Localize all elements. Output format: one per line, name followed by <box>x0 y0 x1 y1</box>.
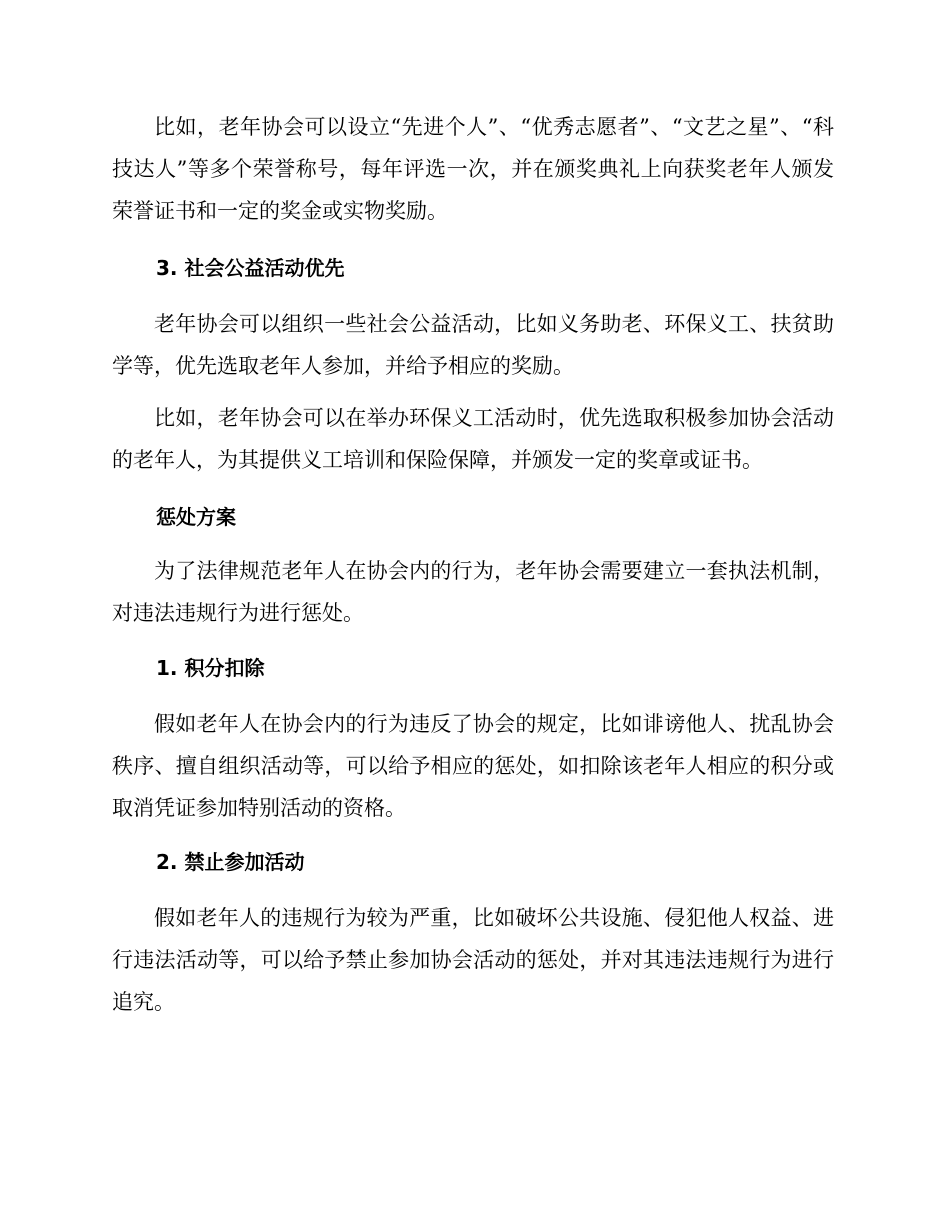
heading-public-welfare-priority: 3. 社会公益活动优先 <box>156 256 345 280</box>
paragraph-public-welfare: 老年协会可以组织一些社会公益活动，比如义务助老、环保义工、扶贫助学等，优先选取老年人参加，并给予相应的奖励。 <box>112 312 834 378</box>
paragraph-enforcement: 为了法律规范老年人在协会内的行为，老年协会需要建立一套执法机制，对违法违规行为进行惩处。 <box>112 559 834 625</box>
paragraph-point-deduction: 假如老年人在协会内的行为违反了协会的规定，比如诽谤他人、扰乱协会秩序、擅自组织活动等，可以给予相应的惩处，如扣除该老年人相应的积分或取消凭证参加特别活动的资格。 <box>112 712 834 820</box>
heading-penalty-plan: 惩处方案 <box>156 505 236 529</box>
paragraph-honor-titles: 比如，老年协会可以设立“先进个人”、“优秀志愿者”、“文艺之星”、“科技达人”等多个荣誉称号，每年评选一次，并在颁奖典礼上向获奖老年人颁发荣誉证书和一定的奖金或实物奖励。 <box>112 115 834 223</box>
heading-point-deduction: 1. 积分扣除 <box>156 656 265 680</box>
paragraph-activity-ban: 假如老年人的违规行为较为严重，比如破坏公共设施、侵犯他人权益、进行违法活动等，可以给予禁止参加协会活动的惩处，并对其违法违规行为进行追究。 <box>112 906 834 1014</box>
heading-activity-ban: 2. 禁止参加活动 <box>156 850 305 874</box>
paragraph-volunteer-example: 比如，老年协会可以在举办环保义工活动时，优先选取积极参加协会活动的老年人，为其提供义工培训和保险保障，并颁发一定的奖章或证书。 <box>112 406 834 472</box>
